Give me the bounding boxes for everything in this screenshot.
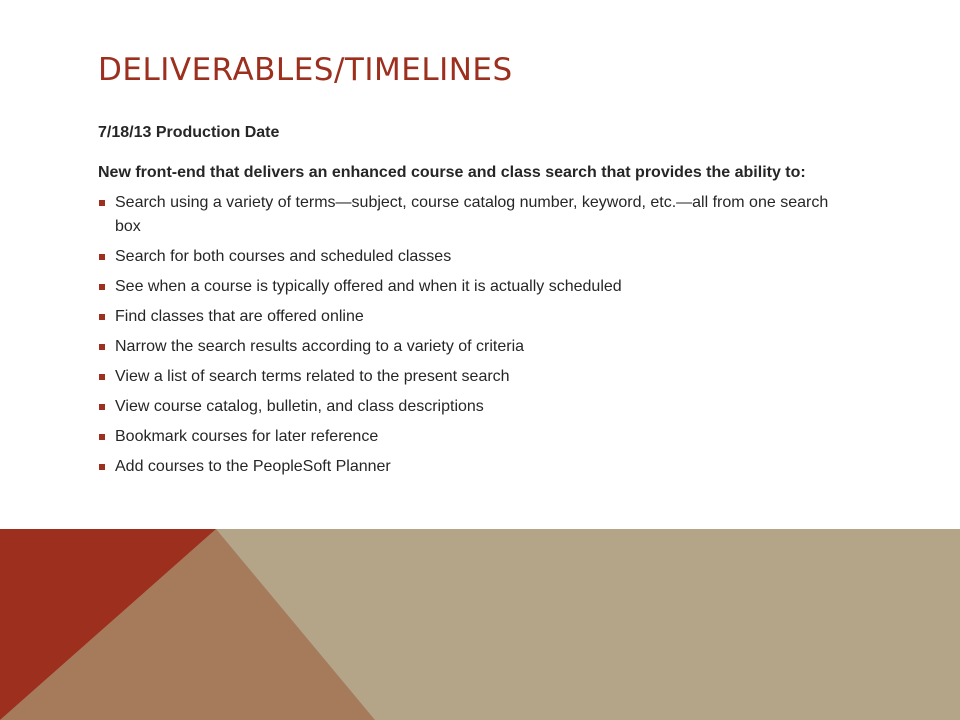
square-bullet-icon xyxy=(99,314,105,320)
bullet-item xyxy=(98,365,843,389)
slide-content xyxy=(98,122,843,485)
bullet-item xyxy=(98,335,843,359)
bullet-text: See when a course is typically offered and when it is actually scheduled xyxy=(115,278,622,295)
bullet-item xyxy=(98,305,843,329)
square-bullet-icon xyxy=(99,404,105,410)
bullet-item xyxy=(98,455,843,479)
intro-text: New front-end that delivers an enhanced course and class search that provides the ability to: xyxy=(98,164,806,181)
bullet-item xyxy=(98,245,843,269)
bullet-text: View a list of search terms related to the present search xyxy=(115,368,510,385)
square-bullet-icon xyxy=(99,464,105,470)
decorative-footer-band xyxy=(0,529,960,720)
square-bullet-icon xyxy=(99,200,105,206)
slide-title: DELIVERABLES/TIMELINES xyxy=(98,52,513,88)
bullet-item xyxy=(98,275,843,299)
bullet-text: View course catalog, bulletin, and class descriptions xyxy=(115,398,484,415)
bullet-text: Find classes that are offered online xyxy=(115,308,364,325)
bullet-list xyxy=(98,191,843,479)
bullet-item xyxy=(98,191,843,239)
bullet-item xyxy=(98,425,843,449)
square-bullet-icon xyxy=(99,434,105,440)
bullet-text: Bookmark courses for later reference xyxy=(115,428,379,445)
bullet-item xyxy=(98,395,843,419)
production-date: 7/18/13 Production Date xyxy=(98,124,280,141)
bullet-text: Narrow the search results according to a variety of criteria xyxy=(115,338,525,355)
square-bullet-icon xyxy=(99,374,105,380)
square-bullet-icon xyxy=(99,344,105,350)
square-bullet-icon xyxy=(99,284,105,290)
bullet-text: Add courses to the PeopleSoft Planner xyxy=(115,458,391,475)
square-bullet-icon xyxy=(99,254,105,260)
bullet-text: Search for both courses and scheduled classes xyxy=(115,248,452,265)
bullet-text: Search using a variety of terms—subject, course catalog number, keyword, etc.—all from one search box xyxy=(115,194,829,235)
